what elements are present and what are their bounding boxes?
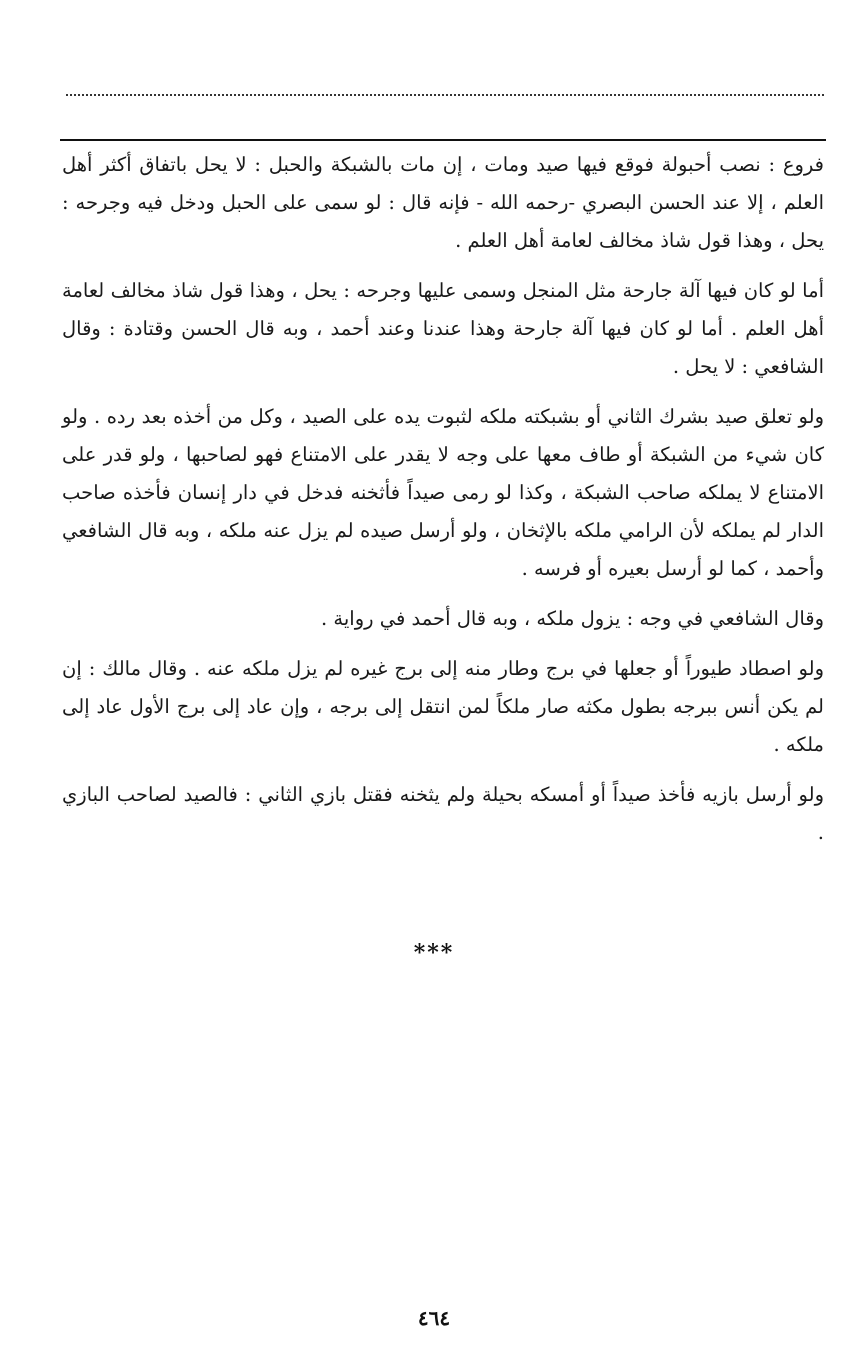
- paragraph-jariha: [62, 272, 824, 386]
- paragraph-text: فروع : نصب أحبولة فوقع فيها صيد ومات ، إن مات بالشبكة والحبل : لا يحل باتفاق أكثر أهل العلم ، إلا عند الحسن البصري -رحمه الله - فإنه قال : لو سمى على الحبل ودخل فيه وجرحه : يحل ، وهذا قول شاذ مخالف لعامة أهل العلم .: [62, 153, 824, 252]
- section-separator: ***: [413, 940, 455, 966]
- paragraph-bazi: [62, 776, 824, 852]
- paragraph-furu: [62, 146, 824, 260]
- paragraph-text: أما لو كان فيها آلة جارحة مثل المنجل وسمى عليها وجرحه : يحل ، وهذا قول شاذ مخالف لعامة أهل العلم . أما لو كان فيها آلة جارحة وهذا عندنا وعند أحمد ، وبه قال الحسن وقتادة : وقال الشافعي : لا يحل .: [62, 279, 824, 378]
- page-number: ٤٦٤: [417, 1306, 451, 1330]
- header-rule: [60, 139, 826, 141]
- paragraph-shabaka: [62, 398, 824, 588]
- paragraph-text: وقال الشافعي في وجه : يزول ملكه ، وبه قال أحمد في رواية .: [321, 607, 824, 630]
- header-dotted-line: [66, 94, 824, 96]
- paragraph-text: ولو أرسل بازيه فأخذ صيداً أو أمسكه بحيلة ولم يثخنه فقتل بازي الثاني : فالصيد لصاحب البازي .: [62, 783, 824, 844]
- paragraph-text: ولو تعلق صيد بشرك الثاني أو بشبكته ملكه لثبوت يده على الصيد ، وكل من أخذه بعد رده . ولو كان شيء من الشبكة أو طاف معها على وجه لا يقدر على الامتناع فهو لصاحبها ، ولو قدر على الامتناع لا يملكه صاحب الشبكة ، وكذا لو رمى صيداً فأثخنه فدخل في دار إنسان فأخذه صاحب الدار لم يملكه لأن الرامي ملكه بالإثخان ، ولو أرسل صيده لم يزل عنه ملكه ، وبه قال الشافعي وأحمد ، كما لو أرسل بعيره أو فرسه .: [62, 405, 824, 580]
- paragraph-shafii: [62, 600, 824, 638]
- paragraph-text: ولو اصطاد طيوراً أو جعلها في برج وطار منه إلى برج غيره لم يزل ملكه عنه . وقال مالك : إن لم يكن أنس ببرجه بطول مكثه صار ملكاً لمن انتقل إلى برجه ، وإن عاد إلى برج الأول عاد إلى ملكه .: [62, 657, 824, 756]
- main-text: [62, 146, 824, 864]
- paragraph-tuyur: [62, 650, 824, 764]
